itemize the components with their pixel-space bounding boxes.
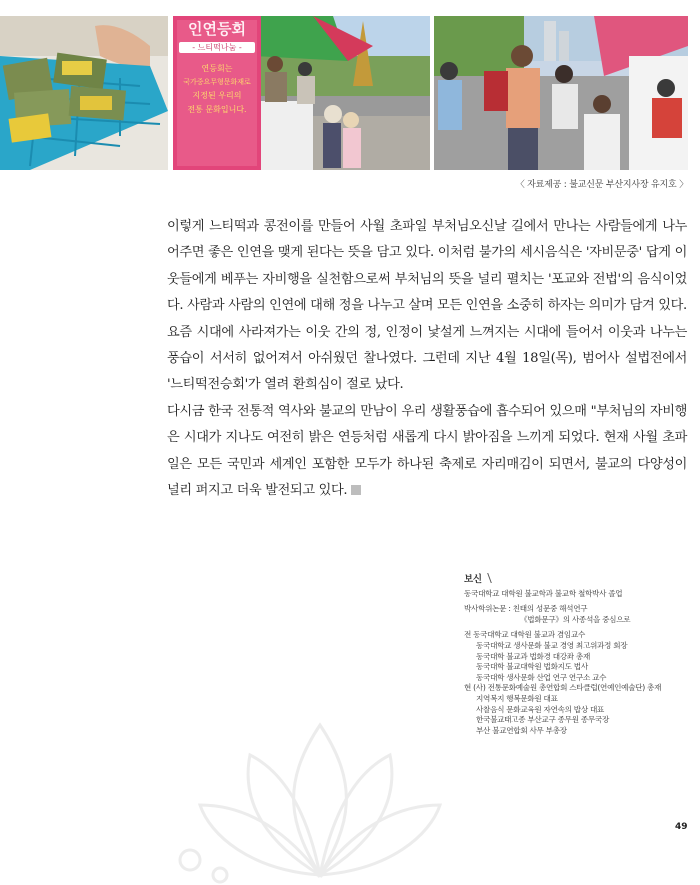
bio-former-item: 동국대학 불교과 법화경 대강좌 총재 [476, 651, 590, 661]
bio-former-item: 동국대학교 생사문화 불교 경영 최고위과정 회장 [476, 640, 628, 650]
sign-line-2: 국가중요무형문화재로 [183, 78, 251, 86]
sign-line-3: 지정된 우리의 [192, 91, 242, 100]
photo-festival-visitors [434, 16, 688, 170]
bio-current-item: 부산 불교연합회 사무 부총장 [476, 725, 567, 735]
bio-former-item: 동국대학 생사문화 산업 연구 연구소 교수 [476, 672, 607, 682]
bio-current-item: 지역복지 행복문화원 대표 [476, 693, 558, 703]
bio-education: 동국대학교 대학원 불교학과 불교학 철학박사 졸업 [464, 588, 623, 598]
article-body [167, 214, 687, 504]
photo-credit: 〈 자료제공 : 불교신문 부산지사장 유지호 〉 [515, 180, 688, 190]
paragraph-2: 요즘 시대에 사라져가는 이웃 간의 정, 인정이 낯설게 느껴지는 시대에 들어서 이웃과 나누는 풍습이 서서히 없어져서 아쉬웠던 찰나였다. 그런데 지난 4월 18일(목), 범어사 설법전에서 '느티떡전승회'가 열려 환희심이 절로 났다. [167, 324, 687, 393]
bio-current-item: 한국불교태고종 부산교구 종무원 종무국장 [476, 715, 609, 725]
photo-rice-cake-basket [0, 16, 168, 170]
bio-thesis: 박사학위논문 : 친태의 성문중 해석연구 [464, 604, 588, 614]
booth-sign [173, 16, 261, 170]
author-bio [464, 575, 692, 736]
sign-line-4: 전통 문화입니다. [187, 105, 247, 114]
bio-current-label: 현 (사) 전통문화예술원 총연합회 스타클럽(연예인예술단) 총재 [464, 683, 662, 693]
bio-former-label: 전 동국대학교 대학원 불교과 겸임교수 [464, 630, 586, 640]
article-end-mark [351, 485, 361, 495]
lotus-watermark-icon [170, 705, 470, 885]
paragraph-3-wrap [167, 399, 687, 505]
page-number: 49 [675, 822, 688, 832]
bio-former-item: 동국대학 불교대학원 법화지도 법사 [476, 662, 588, 672]
paragraph-3: 다시금 한국 전통적 역사와 불교의 만남이 우리 생활풍습에 흡수되어 있으매 "부처님의 자비행은 시대가 지나도 여전히 밝은 연등처럼 새롭게 다시 밝아짐을 느끼게 되었다. 현재 사월 초파일은 모든 국민과 세계인 포함한 모두가 하나된 축제로 자리매김이 되면서, 불교의 다양성이 널리 퍼지고 더욱 발전되고 있다. [167, 403, 687, 499]
bio-thesis-sub: 《법화문구》의 사종석을 중심으로 [520, 614, 631, 624]
sign-line-1: 연등회는 [201, 64, 233, 73]
paragraph-1: 이렇게 느티떡과 콩전이를 만들어 사월 초파일 부처님오신날 길에서 만나는 사람들에게 나누어주면 좋은 인연을 맺게 된다는 뜻을 담고 있다. 이처럼 불가의 세시음식은 '자비문중' 답게 이웃들에게 베푸는 자비행을 실천함으로써 부처님의 뜻을 널리 펼치는 '포교와 전법'의 음식이었다. 사람과 사람의 인연에 대해 정을 나누고 살며 모든 인연을 소중히 하자는 의미가 담겨 있다. [167, 219, 687, 314]
sign-title: 인연등회 [188, 20, 246, 38]
bio-current-item: 사찰음식 문화교육원 자연속의 밥상 대표 [476, 704, 605, 714]
photo-festival-booth [173, 16, 430, 170]
sign-subtitle: - 느티떡나눔 - [179, 42, 255, 53]
author-name: 보신 [464, 575, 488, 586]
